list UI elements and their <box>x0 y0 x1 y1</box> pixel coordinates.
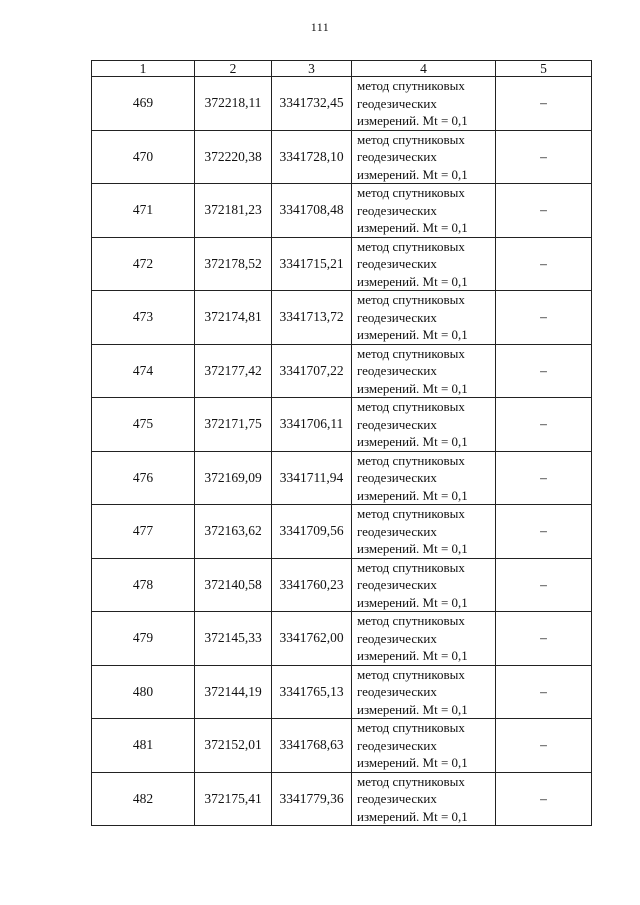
x-coordinate-cell: 372163,62 <box>195 505 272 559</box>
y-coordinate-cell: 3341706,11 <box>272 398 352 452</box>
note-cell: – <box>496 665 592 719</box>
table-row <box>92 665 592 719</box>
y-coordinate-cell: 3341728,10 <box>272 130 352 184</box>
header-cell-3: 3 <box>272 61 352 77</box>
method-line: метод спутниковых <box>357 345 465 361</box>
method-line: метод спутниковых <box>357 773 465 789</box>
table-row <box>92 612 592 666</box>
point-number-cell: 481 <box>92 719 195 773</box>
y-coordinate-cell: 3341765,13 <box>272 665 352 719</box>
point-number-cell: 472 <box>92 237 195 291</box>
method-line: метод спутниковых <box>357 666 465 682</box>
table-row <box>92 505 592 559</box>
method-line: измерений. Mt = 0,1 <box>357 487 468 503</box>
method-line: измерений. Mt = 0,1 <box>357 541 468 556</box>
method-cell <box>352 665 496 719</box>
x-coordinate-cell: 372220,38 <box>195 130 272 184</box>
method-line: измерений. Mt = 0,1 <box>357 273 468 289</box>
point-number-cell: 471 <box>92 184 195 238</box>
x-coordinate-cell: 372144,19 <box>195 665 272 719</box>
header-cell-2: 2 <box>195 61 272 77</box>
method-line: измерений. Mt = 0,1 <box>357 648 468 663</box>
method-line: метод спутниковых <box>357 506 465 521</box>
method-cell <box>352 505 496 559</box>
y-coordinate-cell: 3341732,45 <box>272 77 352 131</box>
method-line: геодезических <box>357 791 437 806</box>
table-row <box>92 772 592 826</box>
method-line: геодезических <box>357 684 437 699</box>
table-row <box>92 237 592 291</box>
method-cell <box>352 451 496 505</box>
method-line: геодезических <box>357 149 437 164</box>
method-line: метод спутниковых <box>357 292 465 307</box>
x-coordinate-cell: 372181,23 <box>195 184 272 238</box>
method-cell <box>352 237 496 291</box>
method-line: метод спутниковых <box>357 559 465 575</box>
method-line: геодезических <box>357 523 437 539</box>
x-coordinate-cell: 372145,33 <box>195 612 272 666</box>
method-line: метод спутниковых <box>357 238 465 254</box>
method-line: метод спутниковых <box>357 185 465 200</box>
point-number-cell: 469 <box>92 77 195 131</box>
method-line: геодезических <box>357 363 437 378</box>
method-line: геодезических <box>357 737 437 753</box>
table-row <box>92 184 592 238</box>
note-cell: – <box>496 130 592 184</box>
method-cell <box>352 398 496 452</box>
x-coordinate-cell: 372178,52 <box>195 237 272 291</box>
note-cell: – <box>496 398 592 452</box>
y-coordinate-cell: 3341762,00 <box>272 612 352 666</box>
y-coordinate-cell: 3341715,21 <box>272 237 352 291</box>
point-number-cell: 477 <box>92 505 195 559</box>
y-coordinate-cell: 3341709,56 <box>272 505 352 559</box>
point-number-cell: 479 <box>92 612 195 666</box>
method-cell <box>352 291 496 345</box>
header-cell-5: 5 <box>496 61 592 77</box>
method-line: измерений. Mt = 0,1 <box>357 220 468 235</box>
method-line: метод спутниковых <box>357 720 465 735</box>
y-coordinate-cell: 3341768,63 <box>272 719 352 773</box>
table-header <box>92 61 592 77</box>
point-number-cell: 475 <box>92 398 195 452</box>
point-number-cell: 482 <box>92 772 195 826</box>
method-line: геодезических <box>357 577 437 592</box>
point-number-cell: 473 <box>92 291 195 345</box>
method-cell <box>352 77 496 131</box>
note-cell: – <box>496 772 592 826</box>
table-row <box>92 398 592 452</box>
method-line: геодезических <box>357 630 437 646</box>
method-line: измерений. Mt = 0,1 <box>357 755 468 770</box>
method-line: метод спутниковых <box>357 613 465 628</box>
note-cell: – <box>496 558 592 612</box>
coordinates-table <box>91 60 592 826</box>
note-cell: – <box>496 184 592 238</box>
y-coordinate-cell: 3341707,22 <box>272 344 352 398</box>
note-cell: – <box>496 291 592 345</box>
table-row <box>92 719 592 773</box>
point-number-cell: 474 <box>92 344 195 398</box>
point-number-cell: 480 <box>92 665 195 719</box>
method-line: измерений. Mt = 0,1 <box>357 327 468 342</box>
y-coordinate-cell: 3341708,48 <box>272 184 352 238</box>
x-coordinate-cell: 372177,42 <box>195 344 272 398</box>
table-row <box>92 558 592 612</box>
method-line: измерений. Mt = 0,1 <box>357 166 468 182</box>
method-line: измерений. Mt = 0,1 <box>357 380 468 396</box>
x-coordinate-cell: 372169,09 <box>195 451 272 505</box>
method-line: метод спутниковых <box>357 131 465 147</box>
note-cell: – <box>496 451 592 505</box>
note-cell: – <box>496 612 592 666</box>
table-body <box>92 77 592 826</box>
method-line: измерений. Mt = 0,1 <box>357 701 468 717</box>
method-line: измерений. Mt = 0,1 <box>357 808 468 824</box>
x-coordinate-cell: 372175,41 <box>195 772 272 826</box>
header-cell-1: 1 <box>92 61 195 77</box>
point-number-cell: 476 <box>92 451 195 505</box>
y-coordinate-cell: 3341760,23 <box>272 558 352 612</box>
method-line: метод спутниковых <box>357 452 465 468</box>
table-row <box>92 130 592 184</box>
x-coordinate-cell: 372174,81 <box>195 291 272 345</box>
method-line: измерений. Mt = 0,1 <box>357 113 468 128</box>
method-line: геодезических <box>357 416 437 432</box>
method-cell <box>352 719 496 773</box>
method-line: геодезических <box>357 470 437 485</box>
method-line: измерений. Mt = 0,1 <box>357 594 468 610</box>
note-cell: – <box>496 505 592 559</box>
x-coordinate-cell: 372152,01 <box>195 719 272 773</box>
method-line: геодезических <box>357 309 437 325</box>
note-cell: – <box>496 719 592 773</box>
method-cell <box>352 558 496 612</box>
note-cell: – <box>496 344 592 398</box>
method-cell <box>352 344 496 398</box>
note-cell: – <box>496 77 592 131</box>
method-line: метод спутниковых <box>357 399 465 414</box>
y-coordinate-cell: 3341711,94 <box>272 451 352 505</box>
page-number: 111 <box>310 20 330 34</box>
point-number-cell: 470 <box>92 130 195 184</box>
method-line: геодезических <box>357 256 437 271</box>
y-coordinate-cell: 3341713,72 <box>272 291 352 345</box>
x-coordinate-cell: 372140,58 <box>195 558 272 612</box>
x-coordinate-cell: 372218,11 <box>195 77 272 131</box>
header-cell-4: 4 <box>352 61 496 77</box>
x-coordinate-cell: 372171,75 <box>195 398 272 452</box>
method-cell <box>352 612 496 666</box>
table-row <box>92 291 592 345</box>
method-line: геодезических <box>357 202 437 218</box>
method-cell <box>352 772 496 826</box>
y-coordinate-cell: 3341779,36 <box>272 772 352 826</box>
point-number-cell: 478 <box>92 558 195 612</box>
table-row <box>92 344 592 398</box>
header-row <box>92 61 592 77</box>
method-cell <box>352 130 496 184</box>
method-line: геодезических <box>357 95 437 111</box>
method-cell <box>352 184 496 238</box>
table-row <box>92 77 592 131</box>
method-line: метод спутниковых <box>357 78 465 93</box>
method-line: измерений. Mt = 0,1 <box>357 434 468 449</box>
table-row <box>92 451 592 505</box>
note-cell: – <box>496 237 592 291</box>
